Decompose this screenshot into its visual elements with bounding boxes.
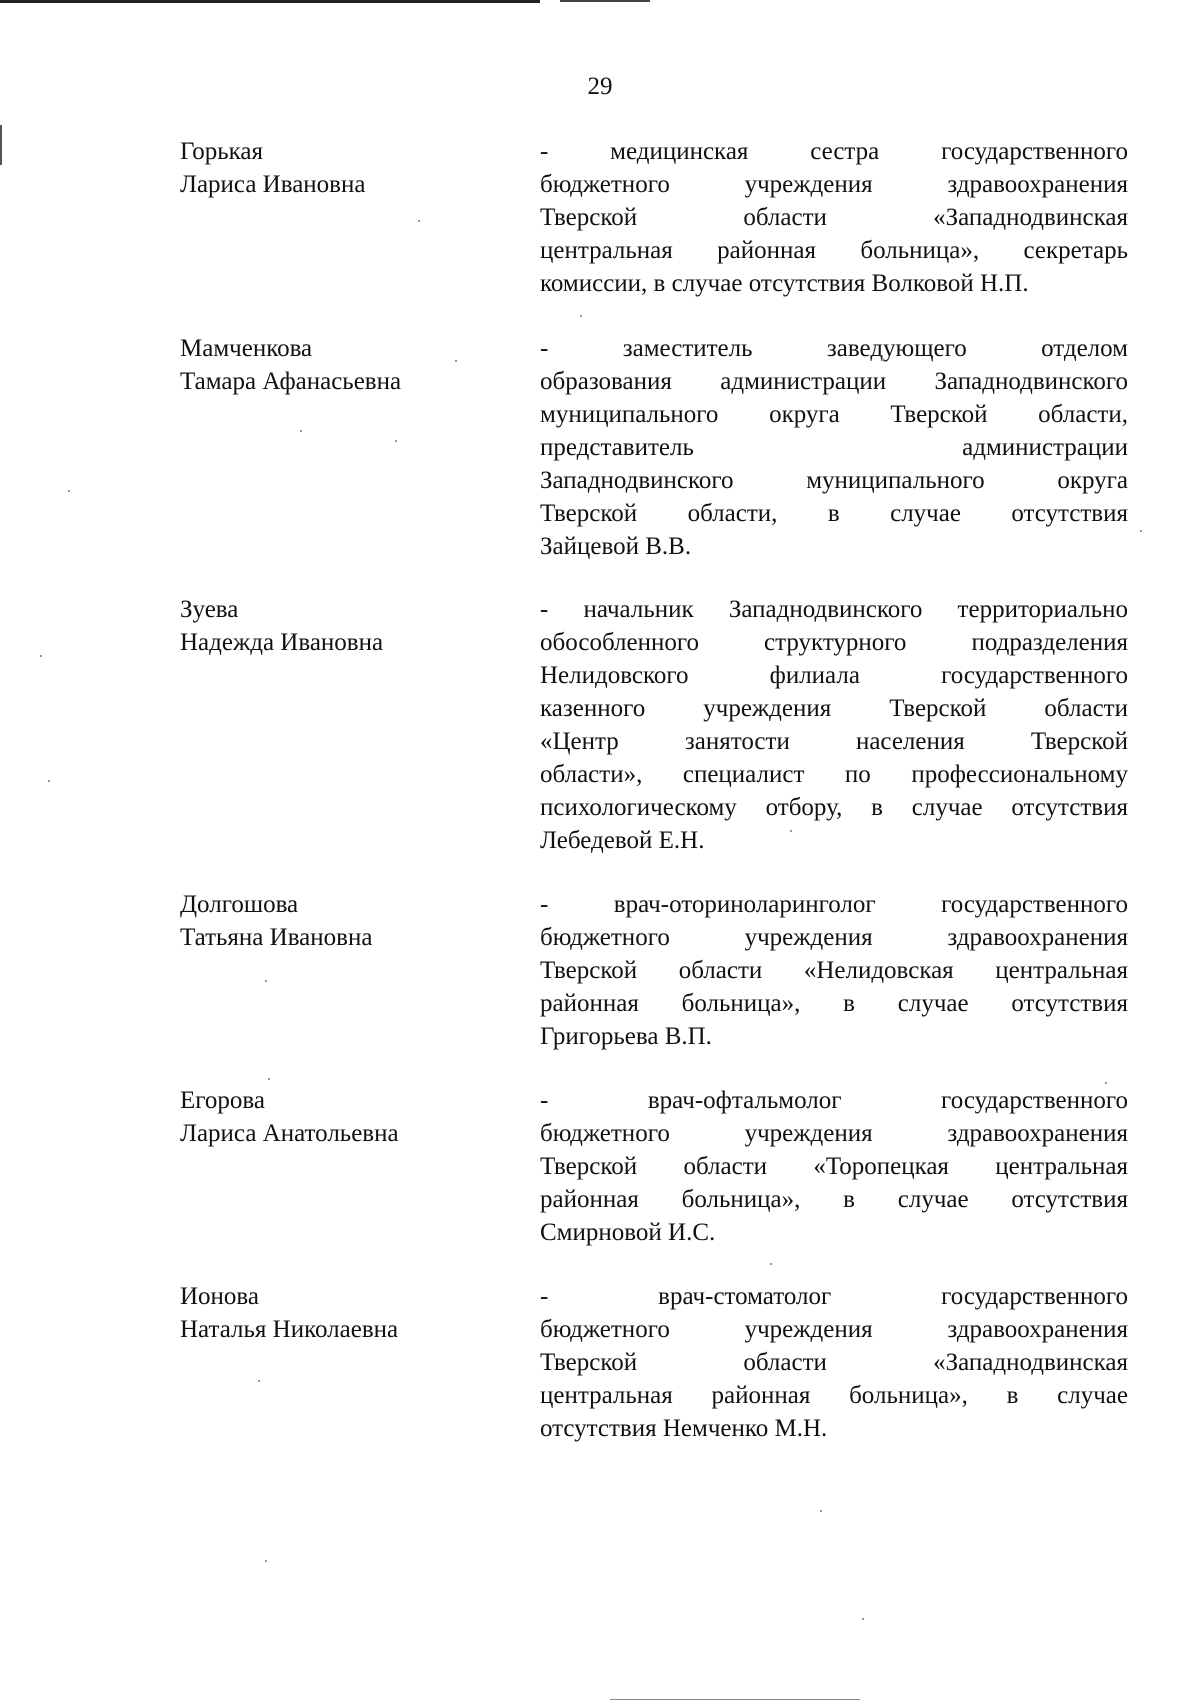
member-name <box>180 1084 510 1150</box>
scan-speck <box>265 980 267 982</box>
position-line: Тверской области «Западнодвинская <box>540 1349 1128 1376</box>
position-line: отсутствия Немченко М.Н. <box>540 1415 828 1442</box>
position-line: казенного учреждения Тверской области <box>540 695 1128 722</box>
scan-speck <box>265 1560 267 1562</box>
member-given-names: Татьяна Ивановна <box>180 924 373 951</box>
position-line: Западнодвинского муниципального округа <box>540 467 1128 494</box>
position-line: обособленного структурного подразделения <box>540 629 1128 656</box>
position-line: Тверской области «Торопецкая центральная <box>540 1153 1128 1180</box>
member-position <box>540 332 1128 563</box>
position-line: Зайцевой В.В. <box>540 533 692 560</box>
member-position <box>540 1280 1128 1445</box>
member-surname: Ионова <box>180 1283 260 1310</box>
position-line: Тверской области, в случае отсутствия <box>540 500 1128 527</box>
member-given-names: Надежда Ивановна <box>180 629 384 656</box>
position-line: бюджетного учреждения здравоохранения <box>540 1316 1128 1343</box>
position-line: «Центр занятости населения Тверской <box>540 728 1128 755</box>
scan-speck <box>862 1618 864 1620</box>
member-given-names: Лариса Ивановна <box>180 171 366 198</box>
position-line: Смирновой И.С. <box>540 1219 716 1246</box>
scan-speck <box>68 490 70 492</box>
position-line: представитель администрации <box>540 434 1128 461</box>
position-line: центральная районная больница», секретарь <box>540 237 1128 264</box>
member-surname: Мамченкова <box>180 335 313 362</box>
scan-speck <box>418 220 420 222</box>
position-line: Григорьева В.П. <box>540 1023 712 1050</box>
member-position <box>540 1084 1128 1249</box>
scan-edge-top-fragment <box>560 0 650 2</box>
position-line: - начальник Западнодвинского территориально <box>540 596 1128 623</box>
position-line: образования администрации Западнодвинского <box>540 368 1128 395</box>
scan-edge-left <box>0 125 2 165</box>
scan-speck <box>40 655 42 657</box>
position-line: муниципального округа Тверской области, <box>540 401 1128 428</box>
scan-speck <box>455 360 457 362</box>
position-line: центральная районная больница», в случае <box>540 1382 1128 1409</box>
scan-speck <box>258 1380 260 1382</box>
member-given-names: Лариса Анатольевна <box>180 1120 399 1147</box>
scan-speck <box>48 780 50 782</box>
member-name <box>180 1280 510 1346</box>
scan-speck <box>1140 530 1142 532</box>
scan-speck <box>395 440 397 442</box>
scan-speck <box>820 1510 822 1512</box>
member-name <box>180 135 510 201</box>
member-surname: Егорова <box>180 1087 265 1114</box>
scan-speck <box>770 1263 772 1265</box>
member-given-names: Тамара Афанасьевна <box>180 368 402 395</box>
position-line: - врач-оториноларинголог государственного <box>540 891 1128 918</box>
member-surname: Горькая <box>180 138 264 165</box>
position-line: - врач-стоматолог государственного <box>540 1283 1128 1310</box>
member-name <box>180 888 510 954</box>
position-line: бюджетного учреждения здравоохранения <box>540 1120 1128 1147</box>
scan-edge-top <box>0 0 540 3</box>
member-surname: Зуева <box>180 596 239 623</box>
member-position <box>540 888 1128 1053</box>
member-position <box>540 593 1128 857</box>
position-line: Лебедевой Е.Н. <box>540 827 705 854</box>
position-line: области», специалист по профессиональному <box>540 761 1128 788</box>
position-line: - медицинская сестра государственного <box>540 138 1128 165</box>
position-line: психологическому отбору, в случае отсутствия <box>540 794 1128 821</box>
page-number: 29 <box>587 73 613 100</box>
position-line: - заместитель заведующего отделом <box>540 335 1128 362</box>
scan-speck <box>268 1078 270 1080</box>
scan-speck <box>1105 1082 1107 1084</box>
position-line: Тверской области «Западнодвинская <box>540 204 1128 231</box>
position-line: Нелидовского филиала государственного <box>540 662 1128 689</box>
member-surname: Долгошова <box>180 891 299 918</box>
member-position <box>540 135 1128 300</box>
position-line: районная больница», в случае отсутствия <box>540 1186 1128 1213</box>
member-name <box>180 332 510 398</box>
position-line: - врач-офтальмолог государственного <box>540 1087 1128 1114</box>
scan-speck <box>580 315 582 317</box>
position-line: районная больница», в случае отсутствия <box>540 990 1128 1017</box>
position-line: комиссии, в случае отсутствия Волковой Н.П. <box>540 270 1029 297</box>
position-line: бюджетного учреждения здравоохранения <box>540 171 1128 198</box>
member-name <box>180 593 510 659</box>
scan-speck <box>300 430 302 432</box>
member-given-names: Наталья Николаевна <box>180 1316 399 1343</box>
scan-edge-bottom <box>610 1699 860 1700</box>
position-line: Тверской области «Нелидовская центральная <box>540 957 1128 984</box>
scan-speck <box>790 830 792 832</box>
position-line: бюджетного учреждения здравоохранения <box>540 924 1128 951</box>
